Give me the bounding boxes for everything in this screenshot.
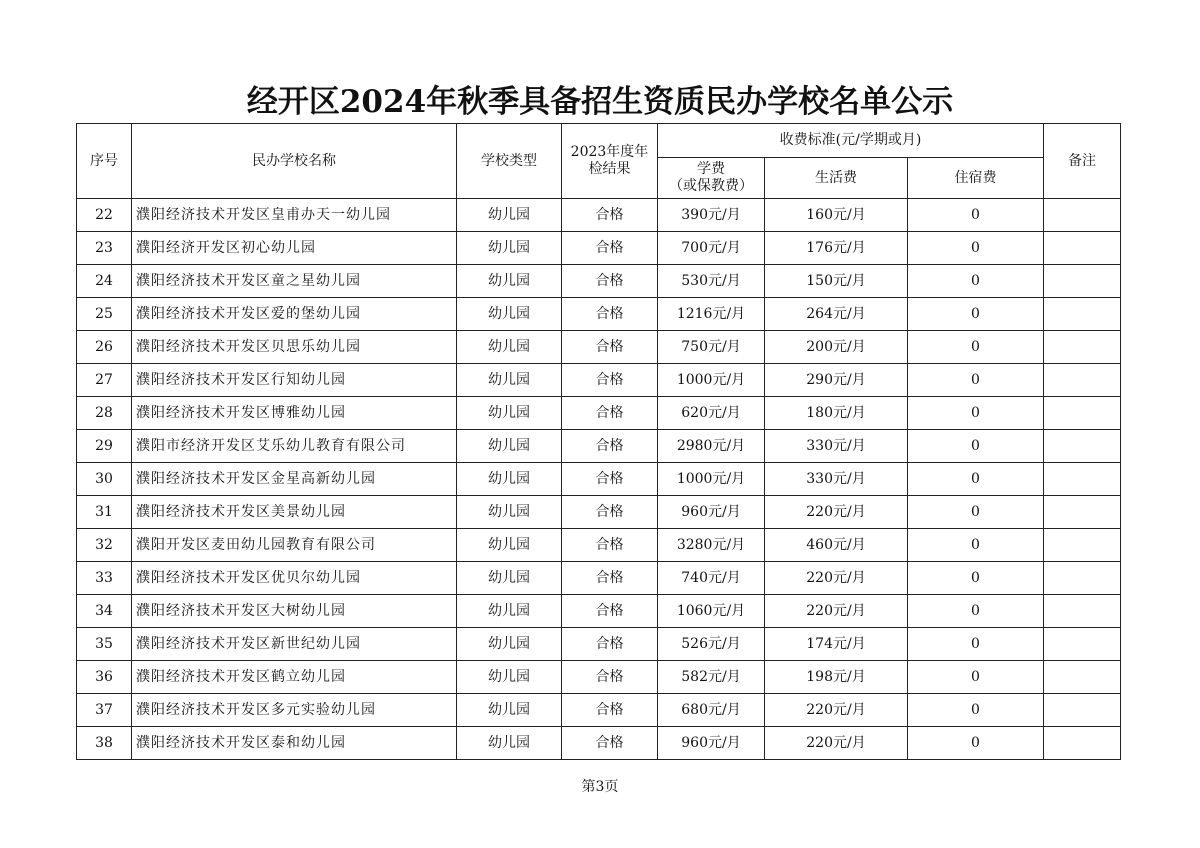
cell-tuition: 750元/月 xyxy=(658,331,765,364)
cell-no: 38 xyxy=(77,727,132,760)
cell-no: 35 xyxy=(77,628,132,661)
cell-result: 合格 xyxy=(562,265,658,298)
cell-result: 合格 xyxy=(562,397,658,430)
cell-tuition: 1000元/月 xyxy=(658,463,765,496)
cell-notes xyxy=(1044,595,1121,628)
cell-living: 220元/月 xyxy=(765,694,908,727)
cell-name: 濮阳经济技术开发区泰和幼儿园 xyxy=(132,727,457,760)
cell-result: 合格 xyxy=(562,628,658,661)
cell-type: 幼儿园 xyxy=(457,661,562,694)
cell-type: 幼儿园 xyxy=(457,298,562,331)
cell-dorm: 0 xyxy=(908,298,1044,331)
cell-name: 濮阳开发区麦田幼儿园教育有限公司 xyxy=(132,529,457,562)
cell-dorm: 0 xyxy=(908,529,1044,562)
cell-tuition: 620元/月 xyxy=(658,397,765,430)
header-result-line2: 检结果 xyxy=(588,161,631,177)
cell-no: 33 xyxy=(77,562,132,595)
cell-type: 幼儿园 xyxy=(457,331,562,364)
cell-notes xyxy=(1044,727,1121,760)
header-dorm: 住宿费 xyxy=(908,158,1044,199)
table-row xyxy=(77,364,1121,397)
school-table xyxy=(76,123,1121,760)
table-row xyxy=(77,529,1121,562)
cell-notes xyxy=(1044,562,1121,595)
table-row xyxy=(77,430,1121,463)
cell-notes xyxy=(1044,694,1121,727)
cell-type: 幼儿园 xyxy=(457,496,562,529)
cell-living: 220元/月 xyxy=(765,496,908,529)
cell-dorm: 0 xyxy=(908,232,1044,265)
cell-type: 幼儿园 xyxy=(457,727,562,760)
cell-type: 幼儿园 xyxy=(457,265,562,298)
cell-result: 合格 xyxy=(562,562,658,595)
table-row xyxy=(77,562,1121,595)
cell-result: 合格 xyxy=(562,232,658,265)
cell-name: 濮阳经济技术开发区优贝尔幼儿园 xyxy=(132,562,457,595)
cell-result: 合格 xyxy=(562,661,658,694)
header-tuition-line1: 学费 xyxy=(697,161,725,177)
cell-living: 200元/月 xyxy=(765,331,908,364)
cell-result: 合格 xyxy=(562,298,658,331)
table-row xyxy=(77,595,1121,628)
cell-living: 198元/月 xyxy=(765,661,908,694)
cell-result: 合格 xyxy=(562,463,658,496)
cell-result: 合格 xyxy=(562,199,658,232)
cell-tuition: 960元/月 xyxy=(658,496,765,529)
cell-living: 220元/月 xyxy=(765,727,908,760)
cell-tuition: 740元/月 xyxy=(658,562,765,595)
cell-no: 22 xyxy=(77,199,132,232)
cell-notes xyxy=(1044,265,1121,298)
cell-notes xyxy=(1044,430,1121,463)
table-row xyxy=(77,628,1121,661)
cell-notes xyxy=(1044,661,1121,694)
cell-type: 幼儿园 xyxy=(457,463,562,496)
cell-name: 濮阳经济开发区初心幼儿园 xyxy=(132,232,457,265)
cell-dorm: 0 xyxy=(908,661,1044,694)
cell-result: 合格 xyxy=(562,430,658,463)
cell-type: 幼儿园 xyxy=(457,529,562,562)
cell-name: 濮阳经济技术开发区大树幼儿园 xyxy=(132,595,457,628)
cell-dorm: 0 xyxy=(908,496,1044,529)
cell-no: 29 xyxy=(77,430,132,463)
cell-no: 30 xyxy=(77,463,132,496)
cell-name: 濮阳市经济开发区艾乐幼儿教育有限公司 xyxy=(132,430,457,463)
cell-tuition: 526元/月 xyxy=(658,628,765,661)
cell-name: 濮阳经济技术开发区多元实验幼儿园 xyxy=(132,694,457,727)
cell-tuition: 2980元/月 xyxy=(658,430,765,463)
cell-tuition: 680元/月 xyxy=(658,694,765,727)
cell-result: 合格 xyxy=(562,331,658,364)
cell-dorm: 0 xyxy=(908,694,1044,727)
header-living: 生活费 xyxy=(765,158,908,199)
cell-dorm: 0 xyxy=(908,595,1044,628)
cell-type: 幼儿园 xyxy=(457,628,562,661)
cell-type: 幼儿园 xyxy=(457,364,562,397)
header-result-line1: 2023年度年 xyxy=(570,144,649,160)
cell-name: 濮阳经济技术开发区爱的堡幼儿园 xyxy=(132,298,457,331)
cell-type: 幼儿园 xyxy=(457,694,562,727)
cell-notes xyxy=(1044,331,1121,364)
cell-name: 濮阳经济技术开发区童之星幼儿园 xyxy=(132,265,457,298)
header-result xyxy=(562,124,658,199)
cell-result: 合格 xyxy=(562,727,658,760)
cell-result: 合格 xyxy=(562,595,658,628)
header-no: 序号 xyxy=(77,124,132,199)
header-fee-group: 收费标准(元/学期或月) xyxy=(658,124,1044,158)
table-row xyxy=(77,331,1121,364)
cell-type: 幼儿园 xyxy=(457,232,562,265)
cell-name: 濮阳经济技术开发区新世纪幼儿园 xyxy=(132,628,457,661)
header-tuition-line2: （或保教费） xyxy=(669,178,753,194)
cell-tuition: 530元/月 xyxy=(658,265,765,298)
header-notes: 备注 xyxy=(1044,124,1121,199)
cell-type: 幼儿园 xyxy=(457,595,562,628)
header-tuition xyxy=(658,158,765,199)
cell-living: 330元/月 xyxy=(765,430,908,463)
cell-living: 264元/月 xyxy=(765,298,908,331)
cell-living: 180元/月 xyxy=(765,397,908,430)
cell-notes xyxy=(1044,397,1121,430)
document-title: 经开区2024年秋季具备招生资质民办学校名单公示 xyxy=(246,84,954,120)
cell-living: 150元/月 xyxy=(765,265,908,298)
cell-no: 25 xyxy=(77,298,132,331)
table-row xyxy=(77,496,1121,529)
cell-type: 幼儿园 xyxy=(457,430,562,463)
cell-result: 合格 xyxy=(562,496,658,529)
cell-name: 濮阳经济技术开发区金星高新幼儿园 xyxy=(132,463,457,496)
cell-notes xyxy=(1044,364,1121,397)
cell-tuition: 582元/月 xyxy=(658,661,765,694)
cell-dorm: 0 xyxy=(908,331,1044,364)
cell-notes xyxy=(1044,496,1121,529)
cell-no: 37 xyxy=(77,694,132,727)
cell-living: 174元/月 xyxy=(765,628,908,661)
cell-notes xyxy=(1044,463,1121,496)
cell-dorm: 0 xyxy=(908,628,1044,661)
cell-living: 330元/月 xyxy=(765,463,908,496)
cell-type: 幼儿园 xyxy=(457,199,562,232)
cell-tuition: 390元/月 xyxy=(658,199,765,232)
cell-no: 36 xyxy=(77,661,132,694)
table-row xyxy=(77,727,1121,760)
cell-living: 160元/月 xyxy=(765,199,908,232)
cell-living: 176元/月 xyxy=(765,232,908,265)
cell-dorm: 0 xyxy=(908,364,1044,397)
cell-no: 34 xyxy=(77,595,132,628)
cell-no: 32 xyxy=(77,529,132,562)
cell-tuition: 700元/月 xyxy=(658,232,765,265)
cell-result: 合格 xyxy=(562,364,658,397)
cell-dorm: 0 xyxy=(908,199,1044,232)
cell-no: 26 xyxy=(77,331,132,364)
cell-dorm: 0 xyxy=(908,463,1044,496)
cell-dorm: 0 xyxy=(908,430,1044,463)
table-row xyxy=(77,298,1121,331)
cell-notes xyxy=(1044,232,1121,265)
table-row xyxy=(77,199,1121,232)
cell-name: 濮阳经济技术开发区贝思乐幼儿园 xyxy=(132,331,457,364)
cell-name: 濮阳经济技术开发区行知幼儿园 xyxy=(132,364,457,397)
cell-type: 幼儿园 xyxy=(457,397,562,430)
cell-dorm: 0 xyxy=(908,727,1044,760)
cell-notes xyxy=(1044,298,1121,331)
cell-living: 220元/月 xyxy=(765,595,908,628)
cell-name: 濮阳经济技术开发区皇甫办天一幼儿园 xyxy=(132,199,457,232)
header-type: 学校类型 xyxy=(457,124,562,199)
cell-no: 27 xyxy=(77,364,132,397)
cell-name: 濮阳经济技术开发区鹤立幼儿园 xyxy=(132,661,457,694)
cell-tuition: 1216元/月 xyxy=(658,298,765,331)
cell-tuition: 960元/月 xyxy=(658,727,765,760)
cell-no: 24 xyxy=(77,265,132,298)
cell-tuition: 1000元/月 xyxy=(658,364,765,397)
cell-notes xyxy=(1044,199,1121,232)
cell-living: 460元/月 xyxy=(765,529,908,562)
table-row xyxy=(77,694,1121,727)
cell-notes xyxy=(1044,529,1121,562)
cell-tuition: 1060元/月 xyxy=(658,595,765,628)
table-row xyxy=(77,463,1121,496)
table-row xyxy=(77,232,1121,265)
cell-name: 濮阳经济技术开发区博雅幼儿园 xyxy=(132,397,457,430)
cell-dorm: 0 xyxy=(908,265,1044,298)
cell-notes xyxy=(1044,628,1121,661)
cell-dorm: 0 xyxy=(908,397,1044,430)
cell-name: 濮阳经济技术开发区美景幼儿园 xyxy=(132,496,457,529)
table-row xyxy=(77,661,1121,694)
cell-type: 幼儿园 xyxy=(457,562,562,595)
page-number: 第3页 xyxy=(581,779,619,795)
header-name: 民办学校名称 xyxy=(132,124,457,199)
cell-living: 220元/月 xyxy=(765,562,908,595)
cell-dorm: 0 xyxy=(908,562,1044,595)
table-row xyxy=(77,265,1121,298)
cell-result: 合格 xyxy=(562,694,658,727)
table-row xyxy=(77,397,1121,430)
cell-result: 合格 xyxy=(562,529,658,562)
cell-no: 28 xyxy=(77,397,132,430)
cell-living: 290元/月 xyxy=(765,364,908,397)
cell-no: 31 xyxy=(77,496,132,529)
cell-no: 23 xyxy=(77,232,132,265)
cell-tuition: 3280元/月 xyxy=(658,529,765,562)
